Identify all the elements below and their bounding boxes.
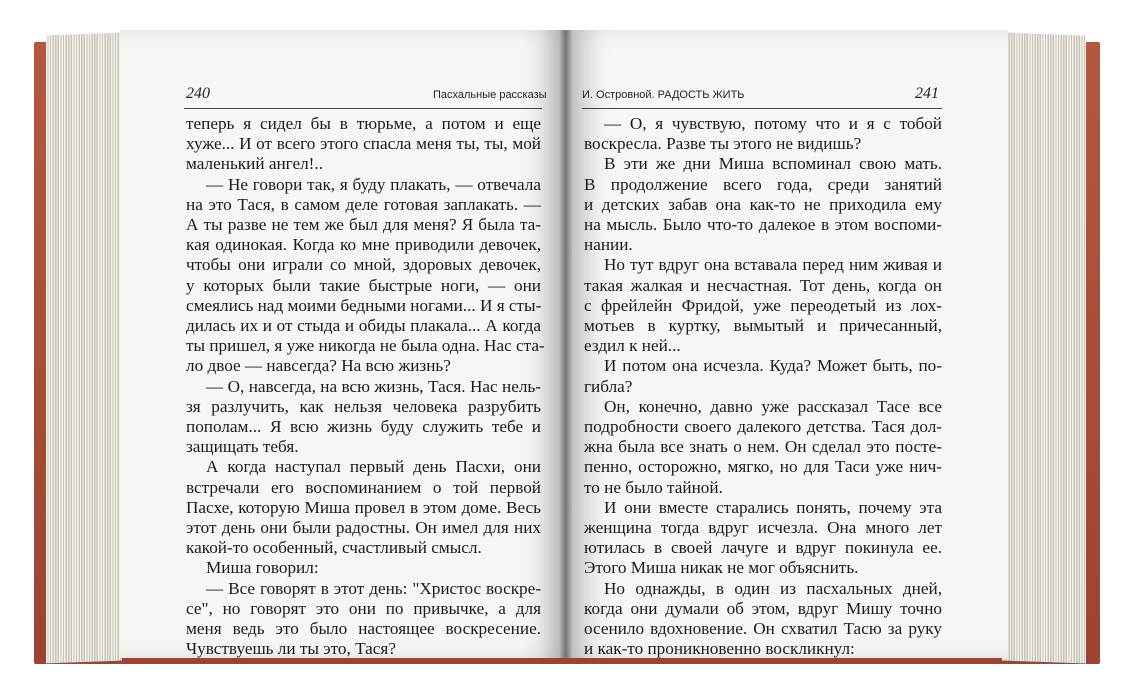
text-line: В продолжение всего года, среди занятий	[584, 174, 942, 194]
text-line: — О, навсегда, на всю жизнь, Тася. Нас нель-	[206, 376, 541, 396]
text-line: когда они думали об этом, вдруг Мишу точно	[584, 598, 942, 618]
header-rule-right	[582, 108, 942, 109]
text-line: смеялись над моими бедными ногами... И я сты-	[186, 295, 542, 315]
text-line: этот день они были радостны. Он имел для них	[186, 518, 541, 537]
text-line: хуже... И от всего этого спасла меня ты, ты, мой	[186, 134, 541, 154]
book-spine-gutter	[560, 30, 572, 658]
text-line: Миша говорил:	[206, 558, 319, 578]
text-line: то не было тайной.	[584, 477, 723, 497]
text-line: подробности своего далекого детства. Тася дол-	[584, 417, 942, 436]
text-line: на мысль. Было что-то далекое в этом воспоми-	[584, 215, 942, 234]
text-line: дилась их и от стыда и обиды плакала... А когда	[186, 316, 541, 335]
text-line: гибла?	[584, 376, 633, 396]
text-line: кая одинокая. Когда ко мне приводили девочек,	[186, 235, 541, 255]
text-line: ло двое — навсегда? На всю жизнь?	[186, 356, 451, 376]
text-line: Чувствуешь ли ты это, Тася?	[186, 639, 396, 659]
text-line: жна была все знать о нем. Он сделал это посте-	[584, 437, 942, 457]
running-head-left: Пасхальные рассказы	[433, 89, 547, 101]
text-line: И они вместе старались понять, почему эта	[604, 497, 942, 517]
text-line: чтобы они играли со мной, здоровых девочек,	[186, 255, 541, 275]
running-head-right: И. Островной. РАДОСТЬ ЖИТЬ	[582, 89, 745, 101]
text-line: В эти же дни Миша вспоминал свою мать.	[604, 154, 942, 174]
header-rule-left	[184, 108, 542, 109]
text-line: с фрейлейн Фридой, уже переодетый из лох-	[584, 295, 942, 315]
text-line: ты пришел, я уже никогда не была одна. Нас ста-	[186, 336, 545, 356]
text-line: мотьев в куртку, вымытый и причесанный,	[584, 316, 942, 335]
text-line: и как-то проникновенно воскликнул:	[584, 639, 855, 659]
text-line: Пасхе, которую Миша провел в этом доме. Весь	[186, 497, 541, 517]
text-line: Этого Миша никак не мог объяснить.	[584, 558, 859, 578]
left-page-edges	[46, 33, 122, 664]
page-number-right: 241	[915, 85, 939, 102]
text-line: у которых были такие быстрые ноги, — они	[186, 275, 541, 295]
text-line: маленький ангел!..	[186, 154, 323, 174]
text-line: А когда наступал первый день Пасхи, они	[206, 457, 541, 477]
text-line: — Все говорят в этот день: "Христос воскре-	[206, 578, 541, 598]
text-line: меня ведь это было настоящее воскресение.	[186, 619, 541, 638]
text-line: встречали его воспоминанием о той первой	[186, 477, 541, 497]
text-line: пополам... Я всю жизнь буду служить тебе и	[186, 417, 541, 436]
text-line: и детских забав она как-то не приходила ему	[584, 194, 942, 214]
text-line: И потом она исчезла. Куда? Может быть, по-	[604, 356, 942, 376]
right-page-edges	[1002, 33, 1086, 664]
text-line: ютилась в своей лачуге и вдруг покинула ее.	[584, 538, 942, 558]
text-line: теперь я сидел бы в тюрьме, а потом и еще	[186, 114, 541, 133]
text-line: Но однажды, в один из пасхальных дней,	[604, 578, 942, 598]
text-line: — Не говори так, я буду плакать, — отвечала	[206, 174, 541, 194]
text-line: такая жалкая и несчастная. Тот день, когда он	[584, 275, 942, 295]
text-line: женщина тогда вдруг исчезла. Она много лет	[584, 518, 942, 537]
text-line: Но тут вдруг она вставала перед ним живая и	[604, 255, 942, 275]
text-line: А ты разве не тем же был для меня? Я была та-	[186, 215, 541, 234]
text-line: какой-то особенный, счастливый смысл.	[186, 538, 482, 558]
text-line: Он, конечно, давно уже рассказал Тасе все	[604, 396, 942, 416]
text-line: се", но говорят это они по привычке, а для	[186, 598, 541, 618]
text-line: воскресла. Разве ты этого не видишь?	[584, 134, 862, 154]
page-number-left: 240	[186, 85, 210, 102]
text-line: защищать тебя.	[186, 437, 299, 457]
text-line: — О, я чувствую, потому что и я с тобой	[604, 114, 942, 133]
text-line: нании.	[584, 235, 633, 255]
text-line: на это Тася, в самом деле готовая заплакать. —	[186, 194, 541, 214]
text-line: осенило вдохновение. Он схватил Тасю за руку	[584, 619, 942, 638]
text-line: пенно, осторожно, мягко, но для Таси уже нич-	[584, 457, 942, 477]
text-line: зя разлучить, как нельзя человека разрубить	[186, 396, 541, 416]
text-line: ездил к ней...	[584, 336, 681, 356]
